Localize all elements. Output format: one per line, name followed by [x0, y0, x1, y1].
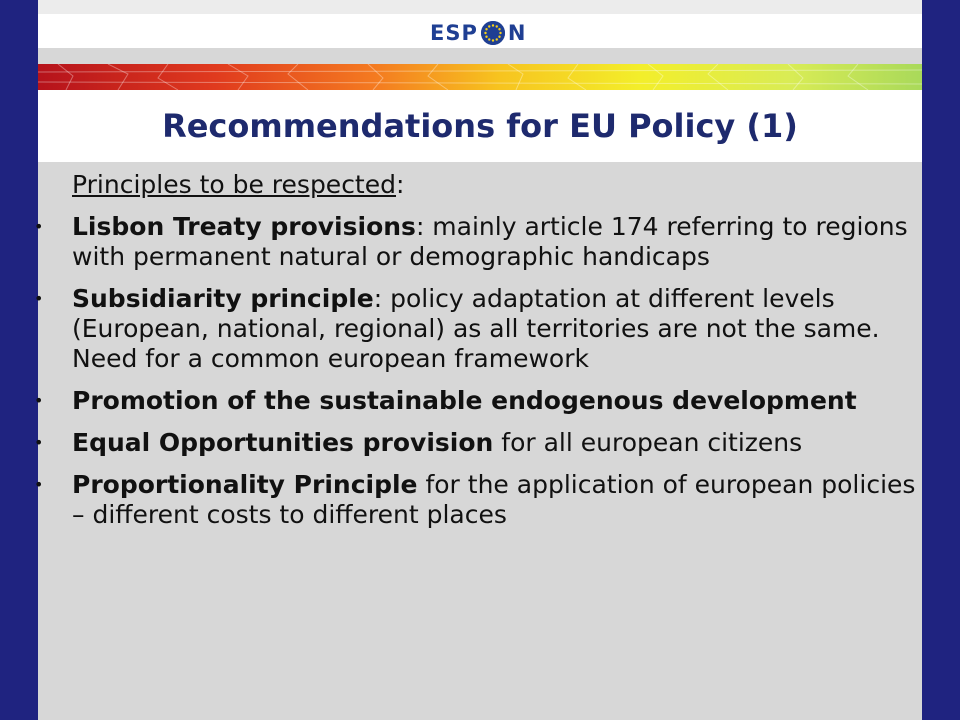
map-banner	[38, 64, 922, 90]
espon-logo	[430, 18, 526, 48]
bullet-list	[34, 212, 922, 530]
point-text: for the application of european policies – different costs to different places	[72, 470, 916, 529]
point-bold: Proportionality Principle	[72, 470, 418, 499]
point-text: : mainly article 174 referring to regions with permanent natural or demographic handicaps	[72, 212, 908, 271]
list-item	[34, 386, 922, 416]
list-item	[34, 284, 922, 374]
title-area	[38, 90, 922, 162]
list-item	[34, 212, 922, 272]
bullet-icon: •	[34, 475, 44, 494]
logo-text-left: ESP	[430, 21, 478, 45]
bullet-icon: •	[34, 433, 44, 452]
intro-underlined: Principles to be respected	[72, 170, 396, 199]
logo-text-right: N	[507, 21, 527, 45]
bullet-icon: •	[34, 391, 44, 410]
eu-stars-icon	[481, 21, 505, 45]
point-bold: Subsidiarity principle	[72, 284, 374, 313]
intro-suffix: :	[396, 170, 405, 199]
left-frame-bar	[0, 0, 38, 720]
bullet-icon: •	[34, 217, 44, 236]
point-text: for all european citizens	[493, 428, 803, 457]
slide	[34, 0, 922, 720]
bullet-icon: •	[34, 289, 44, 308]
list-item	[34, 470, 922, 530]
intro-line	[72, 170, 922, 200]
list-item	[34, 428, 922, 458]
right-frame-bar	[922, 0, 960, 720]
point-text: : policy adaptation at different levels (European, national, regional) as all territories are not the same. Need for a common european framework	[72, 284, 880, 373]
point-bold: Promotion of the sustainable endogenous development	[72, 386, 857, 415]
point-bold: Equal Opportunities provision	[72, 428, 494, 457]
point-bold: Lisbon Treaty provisions	[72, 212, 416, 241]
slide-body	[34, 170, 922, 542]
slide-title: Recommendations for EU Policy (1)	[162, 107, 798, 145]
